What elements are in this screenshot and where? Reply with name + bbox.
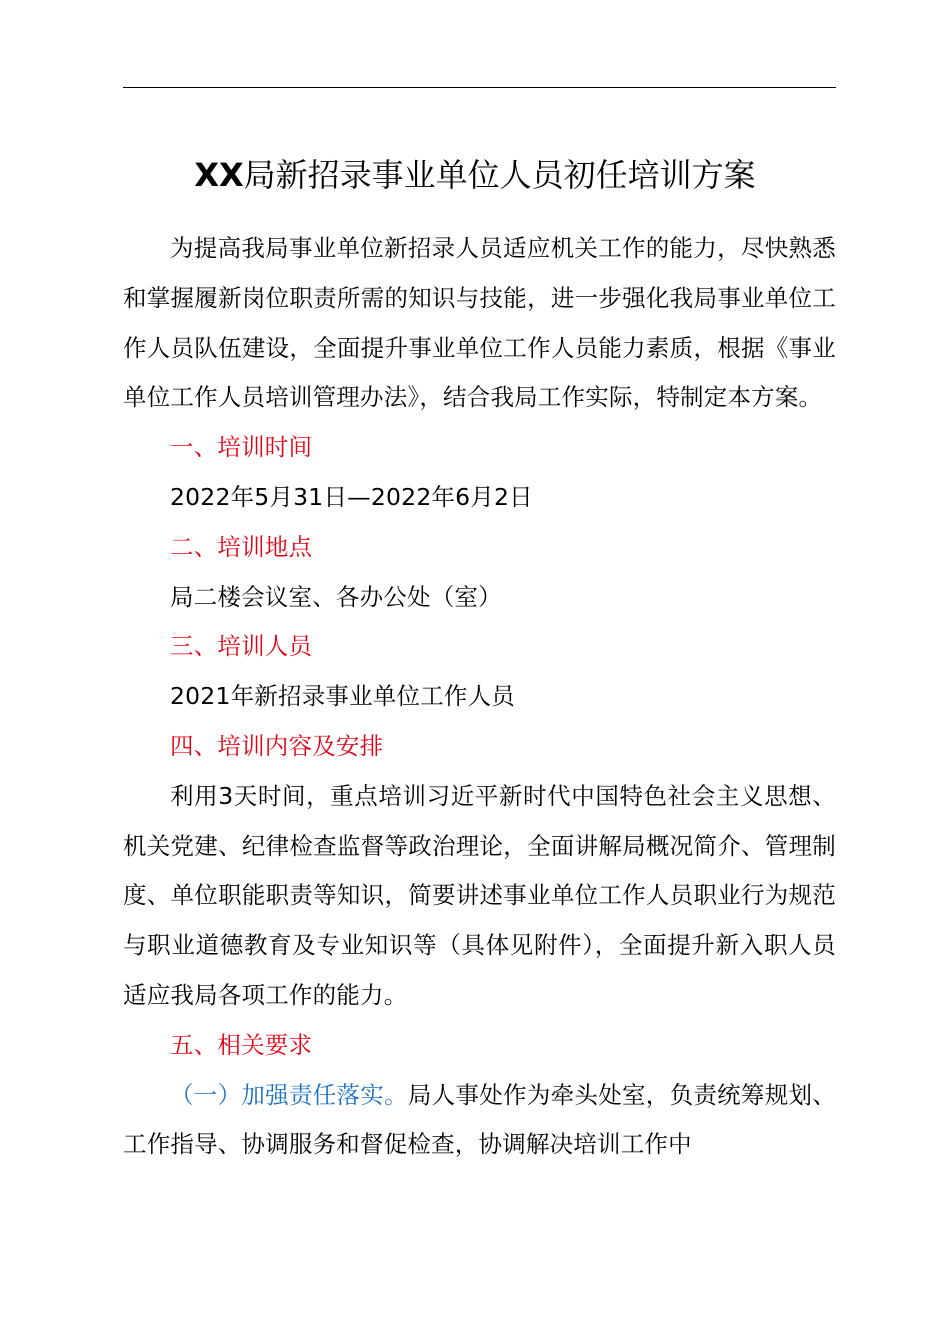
section-body-time: 2022年5月31日—2022年6月2日	[170, 482, 533, 511]
section-body-content: 利用3天时间，重点培训习近平新时代中国特色社会主义思想、机关党建、纪律检查监督等政治理论，全面讲解局概况简介、管理制度、单位职能职责等知识，简要讲述事业单位工作人员职业行为规范与职业道德教育及专业知识等（具体见附件），全面提升新入职人员适应我局各项工作的能力。	[123, 781, 836, 1009]
section-heading-personnel: 三、培训人员	[170, 632, 313, 661]
document-body	[123, 224, 836, 1170]
subsection-responsibility	[123, 1071, 836, 1171]
document-title	[0, 150, 950, 200]
title-prefix: XX	[194, 156, 244, 194]
section-heading-requirements: 五、相关要求	[170, 1030, 313, 1059]
section-heading-content: 四、培训内容及安排	[170, 731, 384, 760]
section-body-personnel: 2021年新招录事业单位工作人员	[170, 682, 516, 711]
subsection-label: （一）加强责任落实。	[170, 1080, 408, 1109]
section-body-location: 局二楼会议室、各办公处（室）	[170, 582, 502, 611]
section-heading-time: 一、培训时间	[170, 433, 313, 462]
title-text: 局新招录事业单位人员初任培训方案	[243, 156, 756, 194]
header-rule	[123, 87, 836, 88]
section-heading-location: 二、培训地点	[170, 532, 313, 561]
subsection-body: 局人事处作为牵头处室，负责统筹规划、工作指导、协调服务和督促检查，协调解决培训工作中	[123, 1080, 836, 1159]
intro-paragraph: 为提高我局事业单位新招录人员适应机关工作的能力，尽快熟悉和掌握履新岗位职责所需的知识与技能，进一步强化我局事业单位工作人员队伍建设，全面提升事业单位工作人员能力素质，根据《事业单位工作人员培训管理办法》，结合我局工作实际，特制定本方案。	[123, 234, 836, 412]
